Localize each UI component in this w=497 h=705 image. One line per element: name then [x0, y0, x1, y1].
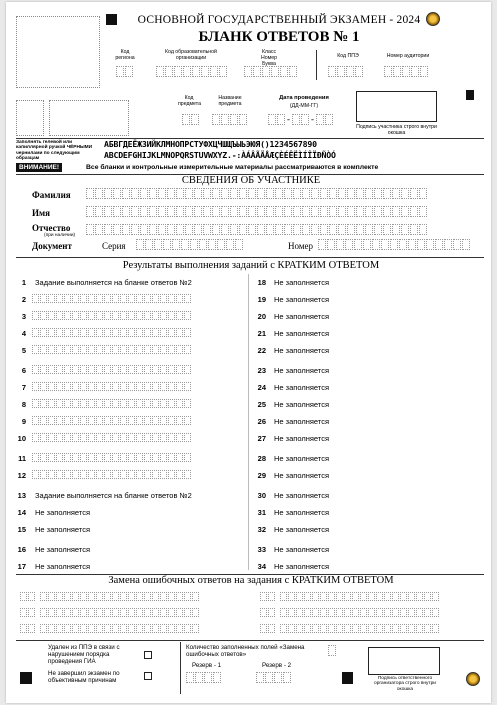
warning-label: ВНИМАНИЕ! [16, 163, 62, 172]
task-note: Не заполняется [35, 525, 91, 534]
answer-cells[interactable] [32, 470, 191, 479]
task-note: Не заполняется [274, 508, 330, 517]
filled-count-label: Количество заполненных полей «Замена ошибочных ответов» [186, 644, 305, 658]
number-cells[interactable] [318, 239, 470, 250]
reserve1-label: Резерв - 1 [192, 662, 222, 669]
answer-cells[interactable] [32, 294, 191, 303]
answer-cells[interactable] [32, 328, 191, 337]
answer-cells[interactable] [32, 453, 191, 462]
patronymic-label: Отчество [32, 223, 71, 233]
room-number-cells[interactable] [384, 66, 428, 77]
barcode-area-top [16, 16, 100, 88]
task-number: 10 [17, 434, 26, 443]
task-number: 14 [17, 508, 26, 517]
task-number: 3 [21, 312, 26, 321]
task-note: Не заполняется [35, 508, 91, 517]
signature-note: Подпись участника строго внутри окошка [356, 124, 437, 136]
column-divider [248, 274, 249, 570]
corner-marker-top-left [106, 14, 117, 25]
task-note: Не заполняется [274, 295, 330, 304]
task-number: 11 [18, 454, 26, 463]
exam-date-cells[interactable]: - - [268, 114, 333, 125]
task-number: 27 [257, 434, 266, 443]
task-number: 18 [257, 278, 266, 287]
corner-marker-right [466, 90, 474, 100]
reserve2-label: Резерв - 2 [262, 662, 292, 669]
answer-sheet [6, 2, 491, 703]
surname-label: Фамилия [32, 190, 71, 200]
not-finished-checkbox[interactable] [144, 672, 152, 680]
class-cells[interactable] [244, 66, 297, 77]
sample-glyphs-row2: ABCDEFGHIJKLMNOPQRSTUVWXYZ.-:ÀÁÂÃÄÅÆÇÈÉÊËÌÍÎÏÐÑÒÓ [104, 150, 336, 160]
task-number: 30 [257, 491, 266, 500]
exam-date-label: Дата проведения [279, 95, 329, 101]
form-title: БЛАНК ОТВЕТОВ № 1 [198, 29, 360, 45]
task-number: 15 [17, 525, 26, 534]
task-note: Не заполняется [274, 400, 330, 409]
series-label: Серия [102, 241, 126, 251]
task-note: Не заполняется [274, 278, 330, 287]
region-code-label: Код региона [115, 49, 135, 61]
removed-checkbox[interactable] [144, 651, 152, 659]
reserve1-cells[interactable] [186, 672, 221, 683]
footer-divider [180, 642, 181, 694]
replace-task-cells[interactable] [20, 592, 35, 601]
separator-line [16, 640, 484, 641]
task-number: 22 [257, 346, 266, 355]
divider [316, 50, 317, 80]
corner-marker-bottom-mid [342, 672, 353, 684]
separator-line [16, 257, 484, 258]
task-note: Не заполняется [274, 366, 330, 375]
replace-task-cells[interactable] [260, 592, 275, 601]
removed-label: Удален из ППЭ в связи с нарушением порядка проведения ГИА [48, 644, 120, 665]
replacement-section-title: Замена ошибочных ответов на задания с КРАТКИМ ОТВЕТОМ [108, 575, 394, 586]
organizer-signature-note: Подпись ответственного организатора строго внутри окошка [374, 676, 436, 692]
name-cells[interactable] [86, 206, 427, 217]
answer-cells[interactable] [32, 382, 191, 391]
organizer-signature-box[interactable] [368, 647, 440, 675]
task-note: Не заполняется [35, 562, 91, 571]
participant-signature-box[interactable] [356, 91, 437, 122]
task-number: 28 [257, 454, 266, 463]
subject-code-cells[interactable] [182, 114, 199, 125]
filled-count-cells[interactable] [328, 645, 336, 656]
task-number: 16 [17, 545, 26, 554]
reserve2-cells[interactable] [256, 672, 291, 683]
task-number: 31 [257, 508, 266, 517]
task-note: Не заполняется [274, 434, 330, 443]
task-number: 17 [17, 562, 26, 571]
task-number: 29 [257, 471, 266, 480]
task-number: 34 [257, 562, 266, 571]
answer-cells[interactable] [32, 345, 191, 354]
task-number: 7 [21, 383, 26, 392]
sample-instruction: Заполнять гелевой или капиллярной ручкой ЧЁРНЫМИ чернилами по следующим образцам [16, 140, 93, 162]
task-number: 24 [257, 383, 266, 392]
exam-title: ОСНОВНОЙ ГОСУДАРСТВЕННЫЙ ЭКЗАМЕН - 2024 [137, 14, 421, 26]
number-label: Номер [288, 241, 314, 251]
task-number: 26 [257, 417, 266, 426]
date-format-label: (ДД-ММ-ГГ) [289, 103, 319, 109]
org-code-label: Код образовательной организации [165, 49, 217, 61]
ppe-code-cells[interactable] [328, 66, 363, 77]
subject-name-label: Название предмета [218, 95, 242, 107]
task-note: Не заполняется [35, 545, 91, 554]
subject-code-label: Код предмета [178, 95, 201, 107]
sample-glyphs-row1: АБВГДЕЁЖЗИЙКЛМНОПРСТУФХЦЧШЩЪЫЬЭЮЯ()1234567890 [104, 139, 317, 149]
ppe-code-label: Код ППЭ [337, 53, 359, 59]
task-note: Задание выполняется на бланке ответов №2 [35, 491, 192, 500]
task-number: 2 [21, 295, 26, 304]
answer-cells[interactable] [32, 416, 191, 425]
task-note: Не заполняется [274, 562, 330, 571]
task-number: 4 [21, 329, 26, 338]
surname-cells[interactable] [86, 188, 427, 199]
task-number: 1 [21, 278, 26, 287]
left-side-box [16, 100, 44, 136]
task-note: Не заполняется [274, 545, 330, 554]
task-number: 23 [257, 366, 266, 375]
corner-marker-bottom-left [20, 672, 32, 684]
task-number: 13 [17, 491, 26, 500]
replace-answer-cells[interactable] [40, 592, 199, 601]
task-note: Не заполняется [274, 346, 330, 355]
replace-answer-cells[interactable] [280, 592, 439, 601]
patronymic-cells[interactable] [86, 224, 427, 235]
task-number: 21 [257, 329, 266, 338]
warning-text: Все бланки и контрольные измерительные материалы рассматриваются в комплекте [86, 164, 379, 171]
replace-task-cells[interactable] [260, 624, 275, 633]
task-note: Не заполняется [274, 417, 330, 426]
task-note: Не заполняется [274, 471, 330, 480]
replace-task-cells[interactable] [20, 624, 35, 633]
task-number: 8 [21, 400, 26, 409]
answer-cells[interactable] [32, 399, 191, 408]
subject-name-cells[interactable] [212, 114, 247, 125]
replace-answer-cells[interactable] [40, 624, 199, 633]
task-note: Не заполняется [274, 383, 330, 392]
task-number: 25 [257, 400, 266, 409]
replace-answer-cells[interactable] [40, 608, 199, 617]
replace-answer-cells[interactable] [280, 608, 439, 617]
task-number: 19 [257, 295, 266, 304]
patronymic-note: (при наличии) [44, 233, 76, 238]
series-cells[interactable] [136, 239, 243, 250]
replace-task-cells[interactable] [260, 608, 275, 617]
task-number: 20 [257, 312, 266, 321]
answer-cells[interactable] [32, 311, 191, 320]
barcode-area-bottom [49, 100, 129, 136]
task-note: Не заполняется [274, 525, 330, 534]
org-code-cells[interactable] [156, 66, 227, 77]
task-note: Не заполняется [274, 454, 330, 463]
class-label: Класс Номер Буква [261, 49, 277, 67]
region-code-cells[interactable] [116, 66, 133, 77]
answer-cells[interactable] [32, 365, 191, 374]
task-number: 5 [21, 346, 26, 355]
answer-cells[interactable] [32, 433, 191, 442]
task-number: 33 [257, 545, 266, 554]
emblem-icon [466, 672, 480, 686]
task-number: 6 [21, 366, 26, 375]
task-number: 32 [257, 525, 266, 534]
emblem-icon [426, 12, 440, 26]
not-finished-label: Не завершил экзамен по объективным причинам [48, 670, 120, 684]
document-label: Документ [32, 241, 72, 251]
task-note: Не заполняется [274, 312, 330, 321]
task-note: Не заполняется [274, 329, 330, 338]
results-section-title: Результаты выполнения заданий с КРАТКИМ ОТВЕТОМ [122, 260, 380, 271]
task-number: 12 [17, 471, 26, 480]
task-note: Задание выполняется на бланке ответов №2 [35, 278, 192, 287]
task-number: 9 [21, 417, 26, 426]
participant-section-title: СВЕДЕНИЯ ОБ УЧАСТНИКЕ [181, 175, 321, 186]
name-label: Имя [32, 208, 50, 218]
replace-answer-cells[interactable] [280, 624, 439, 633]
replace-task-cells[interactable] [20, 608, 35, 617]
room-number-label: Номер аудитории [386, 53, 430, 59]
task-note: Не заполняется [274, 491, 330, 500]
